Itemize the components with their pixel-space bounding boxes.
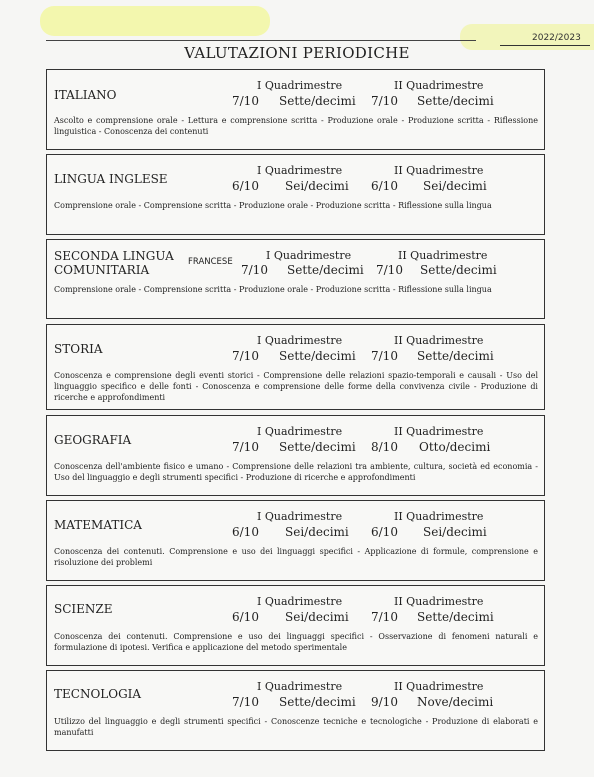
q1-label: I Quadrimestre — [257, 595, 343, 608]
subject-name: TECNOLOGIA — [54, 687, 142, 701]
q1-grade-words: Sette/decimi — [287, 263, 364, 277]
q2-label: II Quadrimestre — [394, 510, 484, 523]
q1-grade: 7/10 — [232, 94, 259, 108]
q1-grade-words: Sette/decimi — [279, 349, 356, 363]
q2-grade-words: Sei/decimi — [423, 525, 487, 539]
subject-name: MATEMATICA — [54, 518, 142, 532]
page-title: VALUTAZIONI PERIODICHE — [184, 44, 410, 62]
q2-label: II Quadrimestre — [394, 79, 484, 92]
q1-grade-words: Sei/decimi — [285, 179, 349, 193]
q1-label: I Quadrimestre — [257, 164, 343, 177]
q2-grade: 7/10 — [376, 263, 403, 277]
q1-grade: 6/10 — [232, 525, 259, 539]
q2-label: II Quadrimestre — [398, 249, 488, 262]
subject-description: Comprensione orale - Comprensione scritta - Produzione orale - Produzione scritta - Riflessione sulla lingua — [54, 201, 492, 210]
header-rule — [46, 40, 476, 41]
subject-box-matematica — [46, 500, 545, 581]
q2-grade: 6/10 — [371, 179, 398, 193]
subject-name: SCIENZE — [54, 602, 113, 616]
subject-box-scienze — [46, 585, 545, 666]
subject-box-lingua-inglese — [46, 154, 545, 235]
q2-grade: 7/10 — [371, 349, 398, 363]
q2-grade-words: Nove/decimi — [417, 695, 494, 709]
subject-description: Conoscenza dei contenuti. Comprensione e uso dei linguaggi specifici - Applicazione di formule, comprensione e risoluzione dei problemi — [54, 547, 538, 567]
q2-grade-words: Sette/decimi — [417, 349, 494, 363]
q1-grade: 7/10 — [232, 695, 259, 709]
language-label: FRANCESE — [188, 257, 233, 267]
subject-box-geografia — [46, 415, 545, 496]
q1-grade-words: Sette/decimi — [279, 440, 356, 454]
q2-grade: 8/10 — [371, 440, 398, 454]
q1-label: I Quadrimestre — [257, 79, 343, 92]
q2-grade: 7/10 — [371, 94, 398, 108]
q1-grade-words: Sei/decimi — [285, 525, 349, 539]
q2-grade-words: Sette/decimi — [420, 263, 497, 277]
subject-box-seconda-lingua — [46, 239, 545, 319]
q1-label: I Quadrimestre — [257, 680, 343, 693]
subject-name-line1: SECONDA LINGUA — [54, 249, 174, 263]
subject-description: Conoscenza dell'ambiente fisico e umano - Comprensione delle relazioni tra ambiente, cultura, società ed economia - Uso del linguaggio e degli strumenti specifici - Produzione di ricerche e approfondimenti — [54, 462, 538, 482]
q1-label: I Quadrimestre — [257, 334, 343, 347]
q1-grade-words: Sette/decimi — [279, 695, 356, 709]
highlighter-mark — [40, 6, 270, 36]
subject-box-tecnologia — [46, 670, 545, 751]
subject-name: ITALIANO — [54, 88, 117, 102]
q1-label: I Quadrimestre — [257, 425, 343, 438]
q1-grade: 7/10 — [232, 349, 259, 363]
q2-grade: 6/10 — [371, 525, 398, 539]
subject-description: Utilizzo del linguaggio e degli strumenti specifici - Conoscenze tecniche e tecnologiche - Produzione di elaborati e manufatti — [54, 717, 538, 737]
q2-grade-words: Sei/decimi — [423, 179, 487, 193]
school-year: 2022/2023 — [532, 33, 581, 43]
q1-grade: 6/10 — [232, 610, 259, 624]
subject-name-line2: COMUNITARIA — [54, 263, 150, 277]
q2-label: II Quadrimestre — [394, 680, 484, 693]
subject-name: LINGUA INGLESE — [54, 172, 168, 186]
q2-grade: 7/10 — [371, 610, 398, 624]
subject-description: Comprensione orale - Comprensione scritta - Produzione orale - Produzione scritta - Riflessione sulla lingua — [54, 285, 492, 294]
subject-name: GEOGRAFIA — [54, 433, 132, 447]
subject-name: STORIA — [54, 342, 103, 356]
q2-grade-words: Sette/decimi — [417, 94, 494, 108]
q2-label: II Quadrimestre — [394, 425, 484, 438]
q1-grade: 6/10 — [232, 179, 259, 193]
q1-grade: 7/10 — [232, 440, 259, 454]
q2-grade-words: Otto/decimi — [419, 440, 491, 454]
q2-label: II Quadrimestre — [394, 334, 484, 347]
q2-label: II Quadrimestre — [394, 164, 484, 177]
q1-label: I Quadrimestre — [257, 510, 343, 523]
q1-label: I Quadrimestre — [266, 249, 352, 262]
q1-grade-words: Sei/decimi — [285, 610, 349, 624]
subject-box-storia — [46, 324, 545, 410]
subject-description: Ascolto e comprensione orale - Lettura e comprensione scritta - Produzione orale - Produzione scritta - Riflessione linguistica - Conoscenza dei contenuti — [54, 116, 538, 136]
q2-grade: 9/10 — [371, 695, 398, 709]
q2-label: II Quadrimestre — [394, 595, 484, 608]
q1-grade: 7/10 — [241, 263, 268, 277]
subject-description: Conoscenza e comprensione degli eventi storici - Comprensione delle relazioni spazio-temporali e causali - Uso del linguaggio specifico e delle fonti - Conoscenza e comprensione delle forme della convivenza civile - Produzione di ricerche e approfondimenti — [54, 371, 538, 402]
q2-grade-words: Sette/decimi — [417, 610, 494, 624]
subject-box-italiano — [46, 69, 545, 150]
subject-description: Conoscenza dei contenuti. Comprensione e uso dei linguaggi specifici - Osservazione di fenomeni naturali e formulazione di ipotesi. Verifica e applicazione del metodo sperimentale — [54, 632, 538, 652]
header-area — [30, 4, 590, 46]
q1-grade-words: Sette/decimi — [279, 94, 356, 108]
